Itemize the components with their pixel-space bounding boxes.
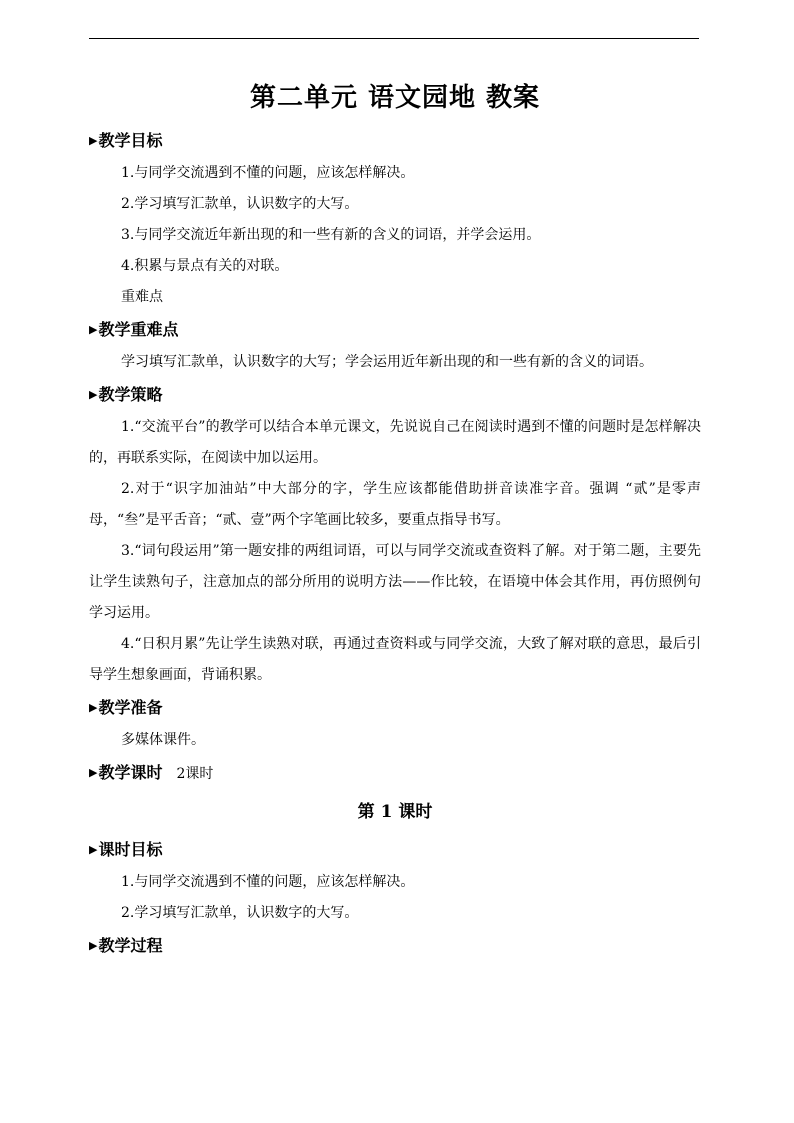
- section-heading-strategy: ▶教学策略: [89, 378, 701, 412]
- preparation-text: 多媒体课件。: [121, 732, 205, 748]
- strategy-item: 1.“交流平台”的教学可以结合本单元课文，先说说自己在阅读时遇到不懂的问题时是怎样解决的，再联系实际，在阅读中加以运用。: [89, 419, 701, 466]
- lesson-goal-item: 1.与同学交流遇到不懂的问题，应该怎样解决。: [121, 874, 415, 890]
- bullet-triangle-icon: ▶: [89, 843, 98, 856]
- header-rule: [89, 38, 699, 39]
- section-heading-process: ▶教学过程: [89, 929, 701, 963]
- section-heading-key-points: ▶教学重难点: [89, 313, 701, 347]
- section-heading-lesson-goals: ▶课时目标: [89, 833, 701, 867]
- bullet-triangle-icon: ▶: [89, 939, 98, 952]
- periods-value: 2课时: [176, 766, 214, 782]
- strategy-item: 4.“日积月累”先让学生读熟对联，再通过查资料或与同学交流，大致了解对联的意思，最后引导学生想象画面，背诵积累。: [89, 636, 701, 683]
- goal-item: 2.学习填写汇款单，认识数字的大写。: [121, 196, 359, 212]
- strategy-item: 3.“词句段运用”第一题安排的两组词语，可以与同学交流或查资料了解。对于第二题，主要先让学生读熟句子，注意加点的部分所用的说明方法——作比较，在语境中体会其作用，再仿照例句学习运用。: [89, 543, 701, 621]
- goals-note: 重难点: [121, 289, 163, 305]
- goal-item: 4.积累与景点有关的对联。: [121, 258, 289, 274]
- bullet-triangle-icon: ▶: [89, 134, 98, 147]
- goal-item: 3.与同学交流近年新出现的和一些有新的含义的词语，并学会运用。: [121, 227, 541, 243]
- bullet-triangle-icon: ▶: [89, 766, 98, 779]
- strategy-item: 2.对于“识字加油站”中大部分的字，学生应该都能借助拼音读准字音。强调 “贰”是零声母，“叁”是平舌音；“贰、壹”两个字笔画比较多，要重点指导书写。: [89, 481, 701, 528]
- lesson-goal-item: 2.学习填写汇款单，认识数字的大写。: [121, 905, 359, 921]
- bullet-triangle-icon: ▶: [89, 388, 98, 401]
- section-heading-preparation: ▶教学准备: [89, 691, 701, 725]
- goal-item: 1.与同学交流遇到不懂的问题，应该怎样解决。: [121, 165, 415, 181]
- document-title: 第二单元 语文园地 教案: [249, 83, 541, 113]
- bullet-triangle-icon: ▶: [89, 323, 98, 336]
- lesson-title: 第 1 课时: [357, 802, 433, 822]
- bullet-triangle-icon: ▶: [89, 701, 98, 714]
- key-points-text: 学习填写汇款单，认识数字的大写；学会运用近年新出现的和一些有新的含义的词语。: [121, 354, 653, 370]
- section-heading-goals: ▶教学目标: [89, 124, 701, 158]
- document-page: [89, 78, 701, 963]
- section-heading-periods: ▶教学课时 2课时: [89, 756, 701, 791]
